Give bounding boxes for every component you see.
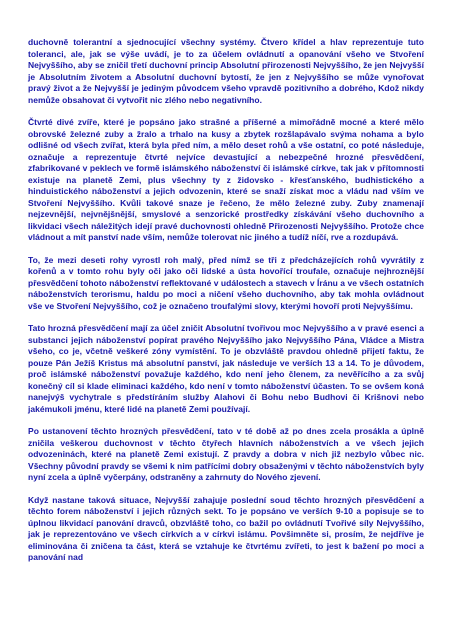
paragraph-5: Po ustanovení těchto hrozných přesvědčení, tato v té době až po dnes zcela prosákla a úplně zničila veškerou duchovnost v těchto čtyřech hlavních náboženstvích a ve všech jejich odvozeninách, které na planetě Zemi existují. Z pravdy a dobra v nich již nezbylo vůbec nic. Všechny původní pravdy se všemi k nim patřícími dobry obsaženými v těchto náboženstvích byly nyní zcela a úplně vyčerpány, odstraněny a zahrnuty do Nového zjevení. (28, 426, 424, 482)
paragraph-1: duchovně tolerantní a sjednocující všechny systémy. Čtvero křídel a hlav reprezentuje tuto toleranci, ale, jak se výše uvádí, je to za účelem ovládnutí a opanování všeho ve Stvoření Nejvyššího, aby se zničil třetí duchovní princip Absolutní přirozenosti Nejvyššího, že jen Nejvyšší je Absolutním životem a Absolutní duchovní bytostí, že jen z Nejvyššího se může vynořovat pravý život a že Nejvyšší je jediným původcem všeho vpravdě pozitivního a dobrého, Kdož nikdy nemůže obsahovat či vytvořit nic zlého nebo negativního. (28, 37, 424, 105)
text-column (28, 37, 424, 575)
paragraph-3: To, že mezi deseti rohy vyrostl roh malý, před nímž se tři z předcházejících rohů vyvrátily z kořenů a v tomto rohu byly oči jako oči lidské a ústa hovořící troufale, označuje nejhroznější přesvědčení tohoto náboženství reflektované v událostech a stavech v Íránu a ve všech ostatních náboženstvích terorismu, haldu po moci a ničení všeho duchovního, aby tak mohla ovládnout vše ve Stvoření Nejvyššího, což je označeno troufalými slovy, kterými hovoří proti Nejvyššímu. (28, 254, 424, 311)
paragraph-2: Čtvrté divé zvíře, které je popsáno jako strašné a příšerné a mimořádně mocné a které mělo obrovské železné zuby a žralo a trhalo na kusy a zbytek rozšlapávalo svýma nohama a bylo odlišné od všech zvířat, která byla před ním, a mělo deset rohů a vše ostatní, co poté následuje, označuje a reprezentuje čtvrté nejvíce devastující a nebezpečné hrozné přesvědčení, zfabrikované v peklech ve formě islámského náboženství či islámské církve, tak jak v přítomnosti existuje na planetě Zemi, plus všechny ty z židovsko - křesťanského, budhistického a hinduistického náboženství a jejich odvozenin, které se snaží získat moc a vládu nad vším ve Stvoření Nejvyššího. Kvůli takové snaze je řečeno, že mělo železné zuby. Zuby znamenají nejzevnější, nejvnějšnější, smyslové a senzorické prostředky získávání všeho duchovního a likvidaci všech náležitých idejí pravé duchovnosti ohledně Přirozenosti Nejvyššího. Protože chce vládnout a mít panství nade vším, nemůže tolerovat nic jiného a tudíž níčí, rve a rozdupává. (28, 117, 424, 242)
paragraph-6: Když nastane taková situace, Nejvyšší zahajuje poslední soud těchto hrozných přesvědčení a těchto forem náboženství i jejich různých sekt. To je popsáno ve verších 9-10 a popisuje se to úplnou likvidací panování dravců, obzvláště toho, co bažil po ovládnutí Tvořivé síly Nejvyššího, jak je reprezentováno ve všech církvích a v církvi islámu. Povšimněte si, prosím, že nejdříve je eliminována či zničena ta část, která se vztahuje ke čtvrtému zvířeti, to jest k bažení po moci a panování nad (28, 494, 424, 562)
paragraph-4: Tato hrozná přesvědčení mají za účel zničit Absolutní tvořivou moc Nejvyššího a v pravé esenci a substanci jejich náboženství popírat pravého Nejvyššího jako Nejvyššího Pána, Vládce a Mistra všeho, co je, včetně veškeré zóny vymístění. To je obzvláště pravdou ohledně přijetí faktu, že pouze Pán Ježíš Kristus má absolutní panství, jak následuje ve verších 13 a 14. To je důvodem, proč islámské náboženství považuje každého, kdo není jeho členem, za nevěřícího a za svůj konečný cíl si klade eliminaci každého, kdo není v tomto náboženství účasten. To se ovšem koná nanejvýš vychytrale s předstíráním služby Alahovi či Bohu nebo Budhovi či Krišnovi nebo jakémukoli jménu, které lidé na planetě Zemi používají. (28, 323, 424, 414)
